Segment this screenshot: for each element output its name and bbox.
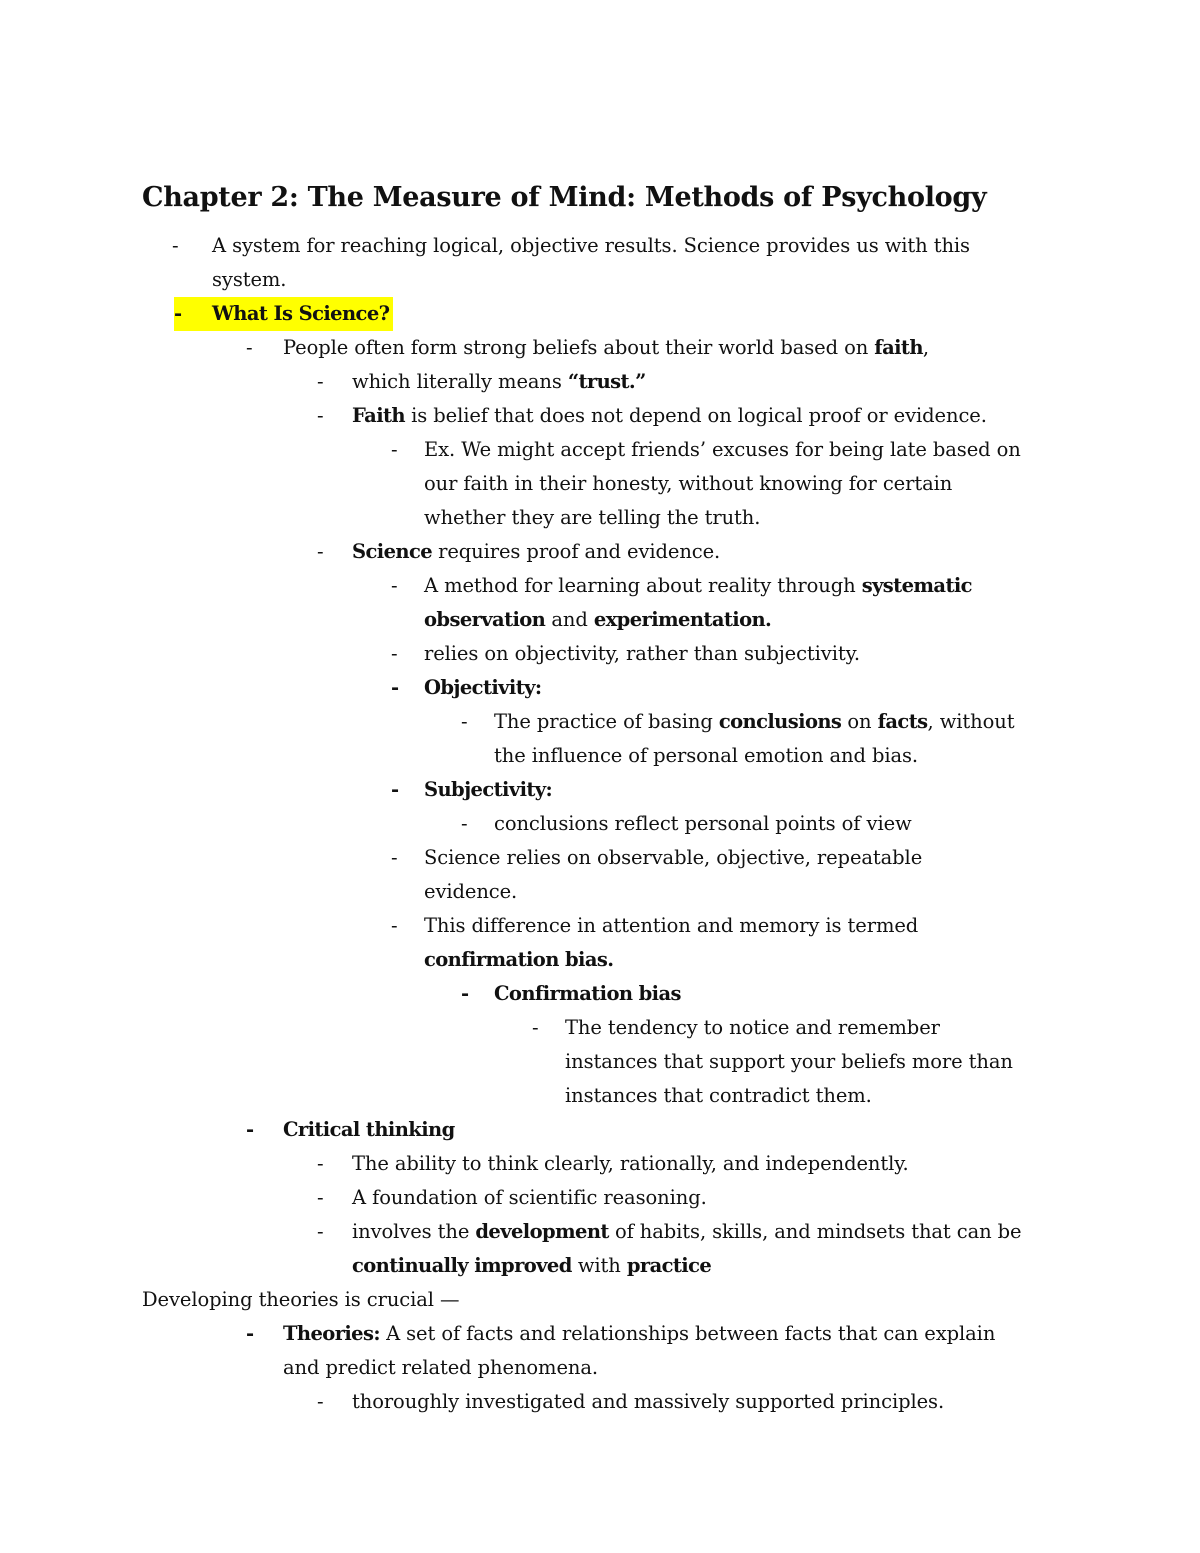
- objectivity-definition: [494, 705, 1014, 739]
- bullet-dash: -: [246, 1118, 255, 1141]
- bullet-dash: -: [391, 778, 400, 801]
- theories-intro: Developing theories is crucial —: [142, 1288, 460, 1311]
- intro-line: A system for reaching logical, objective results. Science provides us with this: [212, 234, 970, 257]
- bullet-dash: -: [246, 1322, 255, 1345]
- term-facts: facts: [877, 710, 928, 733]
- text-run: , without: [927, 710, 1015, 733]
- critical-thinking-item: The ability to think clearly, rationally, and independently.: [352, 1152, 909, 1175]
- faith-definition-line: [352, 399, 987, 433]
- bullet-dash: -: [461, 812, 468, 835]
- term-faith: faith: [874, 336, 923, 359]
- confirmation-bias-definition: The tendency to notice and remember: [565, 1016, 940, 1039]
- term-development: development: [475, 1220, 609, 1243]
- term-continually-improved: continually improved: [352, 1254, 572, 1277]
- critical-thinking-item: [352, 1215, 1022, 1249]
- method-line-cont: [424, 603, 771, 637]
- relies-line: relies on objectivity, rather than subjectivity.: [424, 642, 861, 665]
- bullet-dash: -: [317, 1390, 324, 1413]
- text-run: ,: [922, 336, 930, 359]
- objectivity-definition-cont: the influence of personal emotion and bias.: [494, 744, 919, 767]
- term-systematic: systematic: [861, 574, 972, 597]
- bullet-dash: -: [391, 914, 398, 937]
- confirmation-bias-definition-cont: instances that contradict them.: [565, 1084, 872, 1107]
- term-confirmation-bias: confirmation bias.: [424, 948, 614, 971]
- term-practice: practice: [626, 1254, 712, 1277]
- page-title: Chapter 2: The Measure of Mind: Methods of Psychology: [142, 182, 987, 213]
- section-heading-what-is-science: [174, 297, 393, 331]
- bullet-dash: -: [317, 404, 324, 427]
- bullet-dash: -: [391, 438, 398, 461]
- text-run: on: [841, 710, 878, 733]
- bullet-dash: -: [317, 1220, 324, 1243]
- theories-sub-item: thoroughly investigated and massively supported principles.: [352, 1390, 945, 1413]
- text-run: The practice of basing: [494, 710, 719, 733]
- text-run: is belief that does not depend on logical proof or evidence.: [405, 404, 987, 427]
- faith-example-line: our faith in their honesty, without knowing for certain: [424, 472, 953, 495]
- text-run: and: [545, 608, 594, 631]
- bullet-dash: -: [317, 370, 324, 393]
- objectivity-heading: Objectivity:: [424, 676, 542, 699]
- theories-definition-cont: and predict related phenomena.: [283, 1356, 598, 1379]
- confirmation-bias-heading: Confirmation bias: [494, 982, 681, 1005]
- term-conclusions: conclusions: [718, 710, 842, 733]
- text-run: A set of facts and relationships between facts that can explain: [379, 1322, 996, 1345]
- bullet-dash: -: [461, 982, 470, 1005]
- science-requires-line: [352, 535, 720, 569]
- method-line: [424, 569, 972, 603]
- text-run: with: [571, 1254, 627, 1277]
- bullet-dash: -: [391, 642, 398, 665]
- bullet-dash: -: [461, 710, 468, 733]
- critical-thinking-item: A foundation of scientific reasoning.: [352, 1186, 707, 1209]
- bullet-dash: -: [532, 1016, 539, 1039]
- term-science: Science: [352, 540, 433, 563]
- bullet-dash: -: [391, 846, 398, 869]
- bullet-dash: -: [246, 336, 253, 359]
- bullet-dash: -: [317, 1152, 324, 1175]
- faith-intro-line: [283, 331, 929, 365]
- faith-example-line: whether they are telling the truth.: [424, 506, 761, 529]
- term-experimentation: experimentation.: [593, 608, 772, 631]
- bullet-dash: -: [391, 574, 398, 597]
- observable-line: Science relies on observable, objective, repeatable: [424, 846, 923, 869]
- text-run: requires proof and evidence.: [432, 540, 721, 563]
- heading-dash: -: [174, 302, 182, 325]
- text-run: People often form strong beliefs about their world based on: [283, 336, 875, 359]
- text-run: which literally means: [352, 370, 568, 393]
- bullet-dash: -: [317, 1186, 324, 1209]
- subjectivity-definition: conclusions reflect personal points of view: [494, 812, 912, 835]
- theories-definition: [283, 1317, 995, 1351]
- critical-thinking-heading: Critical thinking: [283, 1118, 455, 1141]
- text-run: involves the: [352, 1220, 476, 1243]
- intro-line-cont: system.: [212, 268, 287, 291]
- subjectivity-heading: Subjectivity:: [424, 778, 553, 801]
- confirmation-bias-definition-cont: instances that support your beliefs more than: [565, 1050, 1013, 1073]
- bullet-dash: -: [317, 540, 324, 563]
- term-theories: Theories:: [283, 1322, 380, 1345]
- text-run: of habits, skills, and mindsets that can be: [608, 1220, 1022, 1243]
- term-trust: “trust.”: [567, 370, 646, 393]
- bullet-dash: -: [391, 676, 400, 699]
- term-observation: observation: [424, 608, 546, 631]
- text-run: A method for learning about reality through: [424, 574, 862, 597]
- difference-line: This difference in attention and memory is termed: [424, 914, 919, 937]
- observable-line-cont: evidence.: [424, 880, 518, 903]
- term-faith: Faith: [352, 404, 406, 427]
- bullet-dash: -: [172, 234, 179, 257]
- faith-example-line: Ex. We might accept friends’ excuses for being late based on: [424, 438, 1021, 461]
- literally-line: [352, 365, 646, 399]
- heading-text: What Is Science?: [212, 302, 390, 325]
- critical-thinking-item-cont: [352, 1249, 711, 1283]
